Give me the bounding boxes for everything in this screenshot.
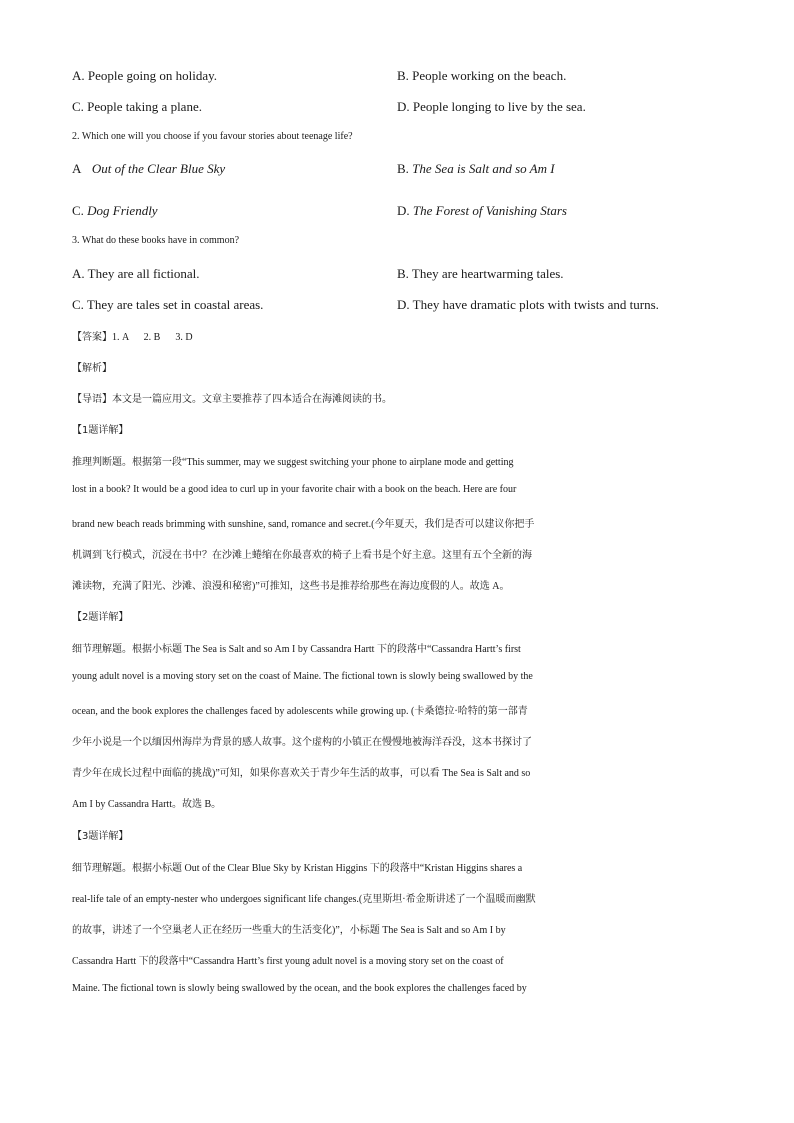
guide-text: 【导语】本文是一篇应用文。文章主要推荐了四本适合在海滩阅读的书。 [72, 394, 392, 405]
detail2-line: 少年小说是一个以缅因州海岸为背景的感人故事。这个虚构的小镇正在慢慢地被海洋吞没，这本书探讨了 [72, 737, 532, 748]
q2-option-a [72, 161, 225, 177]
q2-option-b-prefix: B. [397, 161, 409, 176]
detail3-line: Cassandra Hartt 下的段落中“Cassandra Hartt’s first young adult novel is a moving story set on the coast of [72, 956, 504, 967]
q2-question: 2. Which one will you choose if you favour stories about teenage life? [72, 131, 353, 142]
analysis-label: 【解析】 [72, 363, 112, 374]
detail2-line: 细节理解题。根据小标题 The Sea is Salt and so Am I by Cassandra Hartt 下的段落中“Cassandra Hartt’s first [72, 644, 521, 655]
q3-option-a: A. They are all fictional. [72, 266, 200, 281]
answer-label: 【答案】 [72, 332, 112, 343]
detail3-label: 【3题详解】 [72, 831, 129, 842]
detail2-label: 【2题详解】 [72, 612, 129, 623]
q1-option-c: C. People taking a plane. [72, 99, 202, 114]
q3-question: 3. What do these books have in common? [72, 235, 240, 246]
detail1-line: 推理判断题。根据第一段“This summer, may we suggest switching your phone to airplane mode and getting [72, 457, 514, 468]
q2-option-d-prefix: D. [397, 203, 410, 218]
q3-option-d: D. They have dramatic plots with twists and turns. [397, 297, 659, 312]
detail3-line: 的故事，讲述了一个空巢老人正在经历一些重大的生活变化)”，小标题 The Sea is Salt and so Am I by [72, 925, 506, 936]
q3-option-c: C. They are tales set in coastal areas. [72, 297, 264, 312]
q2-option-b [397, 161, 555, 177]
detail1-line: 滩读物，充满了阳光、沙滩、浪漫和秘密)”可推知，这些书是推荐给那些在海边度假的人。故选 A。 [72, 581, 510, 592]
q1-option-a: A. People going on holiday. [72, 68, 218, 83]
q2-option-a-prefix: A [72, 161, 81, 176]
detail2-line: ocean, and the book explores the challenges faced by adolescents while growing up. (卡桑德拉·哈特的第一部青 [72, 706, 528, 717]
q2-option-c-title: Dog Friendly [87, 203, 158, 218]
q1-option-b: B. People working on the beach. [397, 68, 567, 83]
answer-values: 1. A 2. B 3. D [112, 332, 193, 343]
detail2-line: young adult novel is a moving story set on the coast of Maine. The fictional town is slowly being swallowed by the [72, 671, 533, 682]
detail3-line: 细节理解题。根据小标题 Out of the Clear Blue Sky by Kristan Higgins 下的段落中“Kristan Higgins shares a [72, 863, 523, 874]
q2-option-d [397, 203, 567, 219]
answer-line [72, 328, 732, 343]
detail3-line: Maine. The fictional town is slowly being swallowed by the ocean, and the book explores the challenges faced by [72, 983, 527, 994]
q2-option-b-title: The Sea is Salt and so Am I [412, 161, 555, 176]
detail2-line: Am I by Cassandra Hartt。故选 B。 [72, 799, 222, 810]
detail1-line: lost in a book? It would be a good idea to curl up in your favorite chair with a book on the beach. Here are four [72, 484, 517, 495]
detail1-line: brand new beach reads brimming with sunshine, sand, romance and secret.(今年夏天，我们是否可以建议你把手 [72, 519, 535, 530]
q2-option-c [72, 203, 158, 219]
q2-option-d-title: The Forest of Vanishing Stars [412, 203, 567, 218]
detail2-line: 青少年在成长过程中面临的挑战)”可知，如果你喜欢关于青少年生活的故事，可以看 The Sea is Salt and so [72, 768, 531, 779]
q1-option-d: D. People longing to live by the sea. [397, 99, 586, 114]
detail3-line: real-life tale of an empty-nester who undergoes significant life changes.(克里斯坦·希金斯讲述了一个温暖而幽默 [72, 894, 536, 905]
detail1-label: 【1题详解】 [72, 425, 129, 436]
q2-option-c-prefix: C. [72, 203, 84, 218]
detail1-line: 机调到飞行模式，沉浸在书中？在沙滩上蜷缩在你最喜欢的椅子上看书是个好主意。这里有五个全新的海 [72, 550, 532, 561]
q2-option-a-title: Out of the Clear Blue Sky [91, 161, 226, 176]
q3-option-b: B. They are heartwarming tales. [397, 266, 564, 281]
